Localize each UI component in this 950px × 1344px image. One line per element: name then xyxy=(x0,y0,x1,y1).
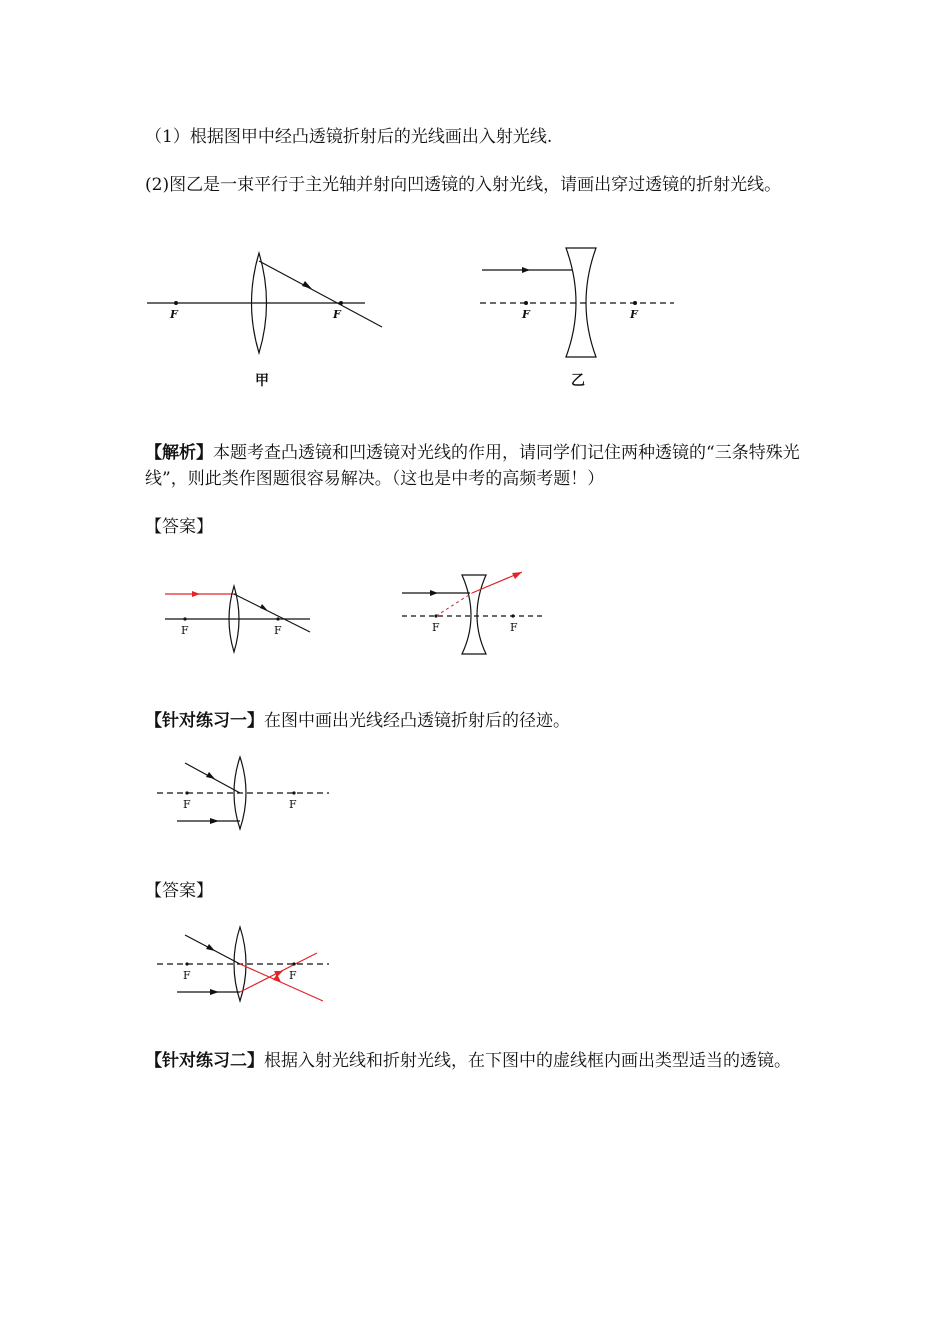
ray-arrow xyxy=(206,944,215,951)
ray-arrow xyxy=(206,772,215,779)
analysis-paragraph xyxy=(145,440,815,492)
analysis-text: 本题考查凸透镜和凹透镜对光线的作用，请同学们记住两种透镜的“三条特殊光线”，则此类作图题很容易解决。（这也是中考的高频考题！） xyxy=(145,443,800,489)
ray-arrow xyxy=(430,590,438,596)
focus-label-left: F xyxy=(181,624,189,637)
focus-point-right xyxy=(292,962,295,965)
answer-figure-concave xyxy=(398,570,548,660)
figure-jia-convex-lens xyxy=(140,245,390,395)
focus-point-left xyxy=(185,962,188,965)
construction-line-red-dashed xyxy=(436,593,472,616)
focus-label-left: F xyxy=(183,969,191,982)
practice-1-figure xyxy=(155,755,335,835)
focus-label-left: F xyxy=(170,308,178,321)
focus-label-left: F xyxy=(522,308,530,321)
refracted-ray xyxy=(234,594,310,632)
focus-label-right: F xyxy=(274,624,282,637)
practice-1-tag: 【针对练习一】 xyxy=(145,711,264,731)
practice-1 xyxy=(145,708,815,734)
focus-label-right: F xyxy=(510,621,518,634)
refracted-ray-red-1 xyxy=(240,964,323,1001)
concave-lens xyxy=(462,575,486,654)
figure-yi-concave-lens xyxy=(478,245,688,395)
answer-label-2: 【答案】 xyxy=(145,881,213,901)
answer-label-1: 【答案】 xyxy=(145,517,213,537)
practice-2-tag: 【针对练习二】 xyxy=(145,1051,264,1071)
focus-point-left xyxy=(183,617,186,620)
focus-label-right: F xyxy=(289,798,297,811)
focus-point-right xyxy=(276,617,279,620)
focus-label-right: F xyxy=(289,969,297,982)
red-ray-arrow xyxy=(512,572,522,579)
focus-point-left xyxy=(174,301,178,305)
focus-label-right: F xyxy=(630,308,638,321)
practice-2 xyxy=(145,1048,815,1074)
focus-point-left xyxy=(434,614,437,617)
ray-arrow xyxy=(522,267,530,273)
caption-jia: 甲 xyxy=(255,373,269,389)
ray-arrow xyxy=(210,818,219,824)
answer-figure-convex xyxy=(160,580,320,660)
focus-label-left: F xyxy=(183,798,191,811)
focus-point-left xyxy=(185,791,188,794)
red-ray-arrow xyxy=(192,591,200,597)
practice-1-text: 在图中画出光线经凸透镜折射后的径迹。 xyxy=(264,711,570,731)
question-2: (2)图乙是一束平行于主光轴并射向凹透镜的入射光线，请画出穿过透镜的折射光线。 xyxy=(145,175,782,195)
answer-figure-practice-1 xyxy=(155,925,335,1010)
ray-arrow xyxy=(302,281,312,289)
ray-arrow xyxy=(260,604,268,611)
refracted-ray xyxy=(259,261,382,327)
question-1: （1）根据图甲中经凸透镜折射后的光线画出入射光线. xyxy=(145,127,553,147)
focus-point-right xyxy=(511,614,514,617)
focus-point-right xyxy=(339,301,343,305)
focus-point-right xyxy=(633,301,637,305)
focus-point-left xyxy=(524,301,528,305)
caption-yi: 乙 xyxy=(571,373,585,389)
focus-point-right xyxy=(292,791,295,794)
analysis-tag: 【解析】 xyxy=(145,443,213,463)
practice-2-text: 根据入射光线和折射光线，在下图中的虚线框内画出类型适当的透镜。 xyxy=(264,1051,791,1071)
ray-arrow xyxy=(210,989,219,995)
focus-label-left: F xyxy=(432,621,440,634)
focus-label-right: F xyxy=(333,308,341,321)
